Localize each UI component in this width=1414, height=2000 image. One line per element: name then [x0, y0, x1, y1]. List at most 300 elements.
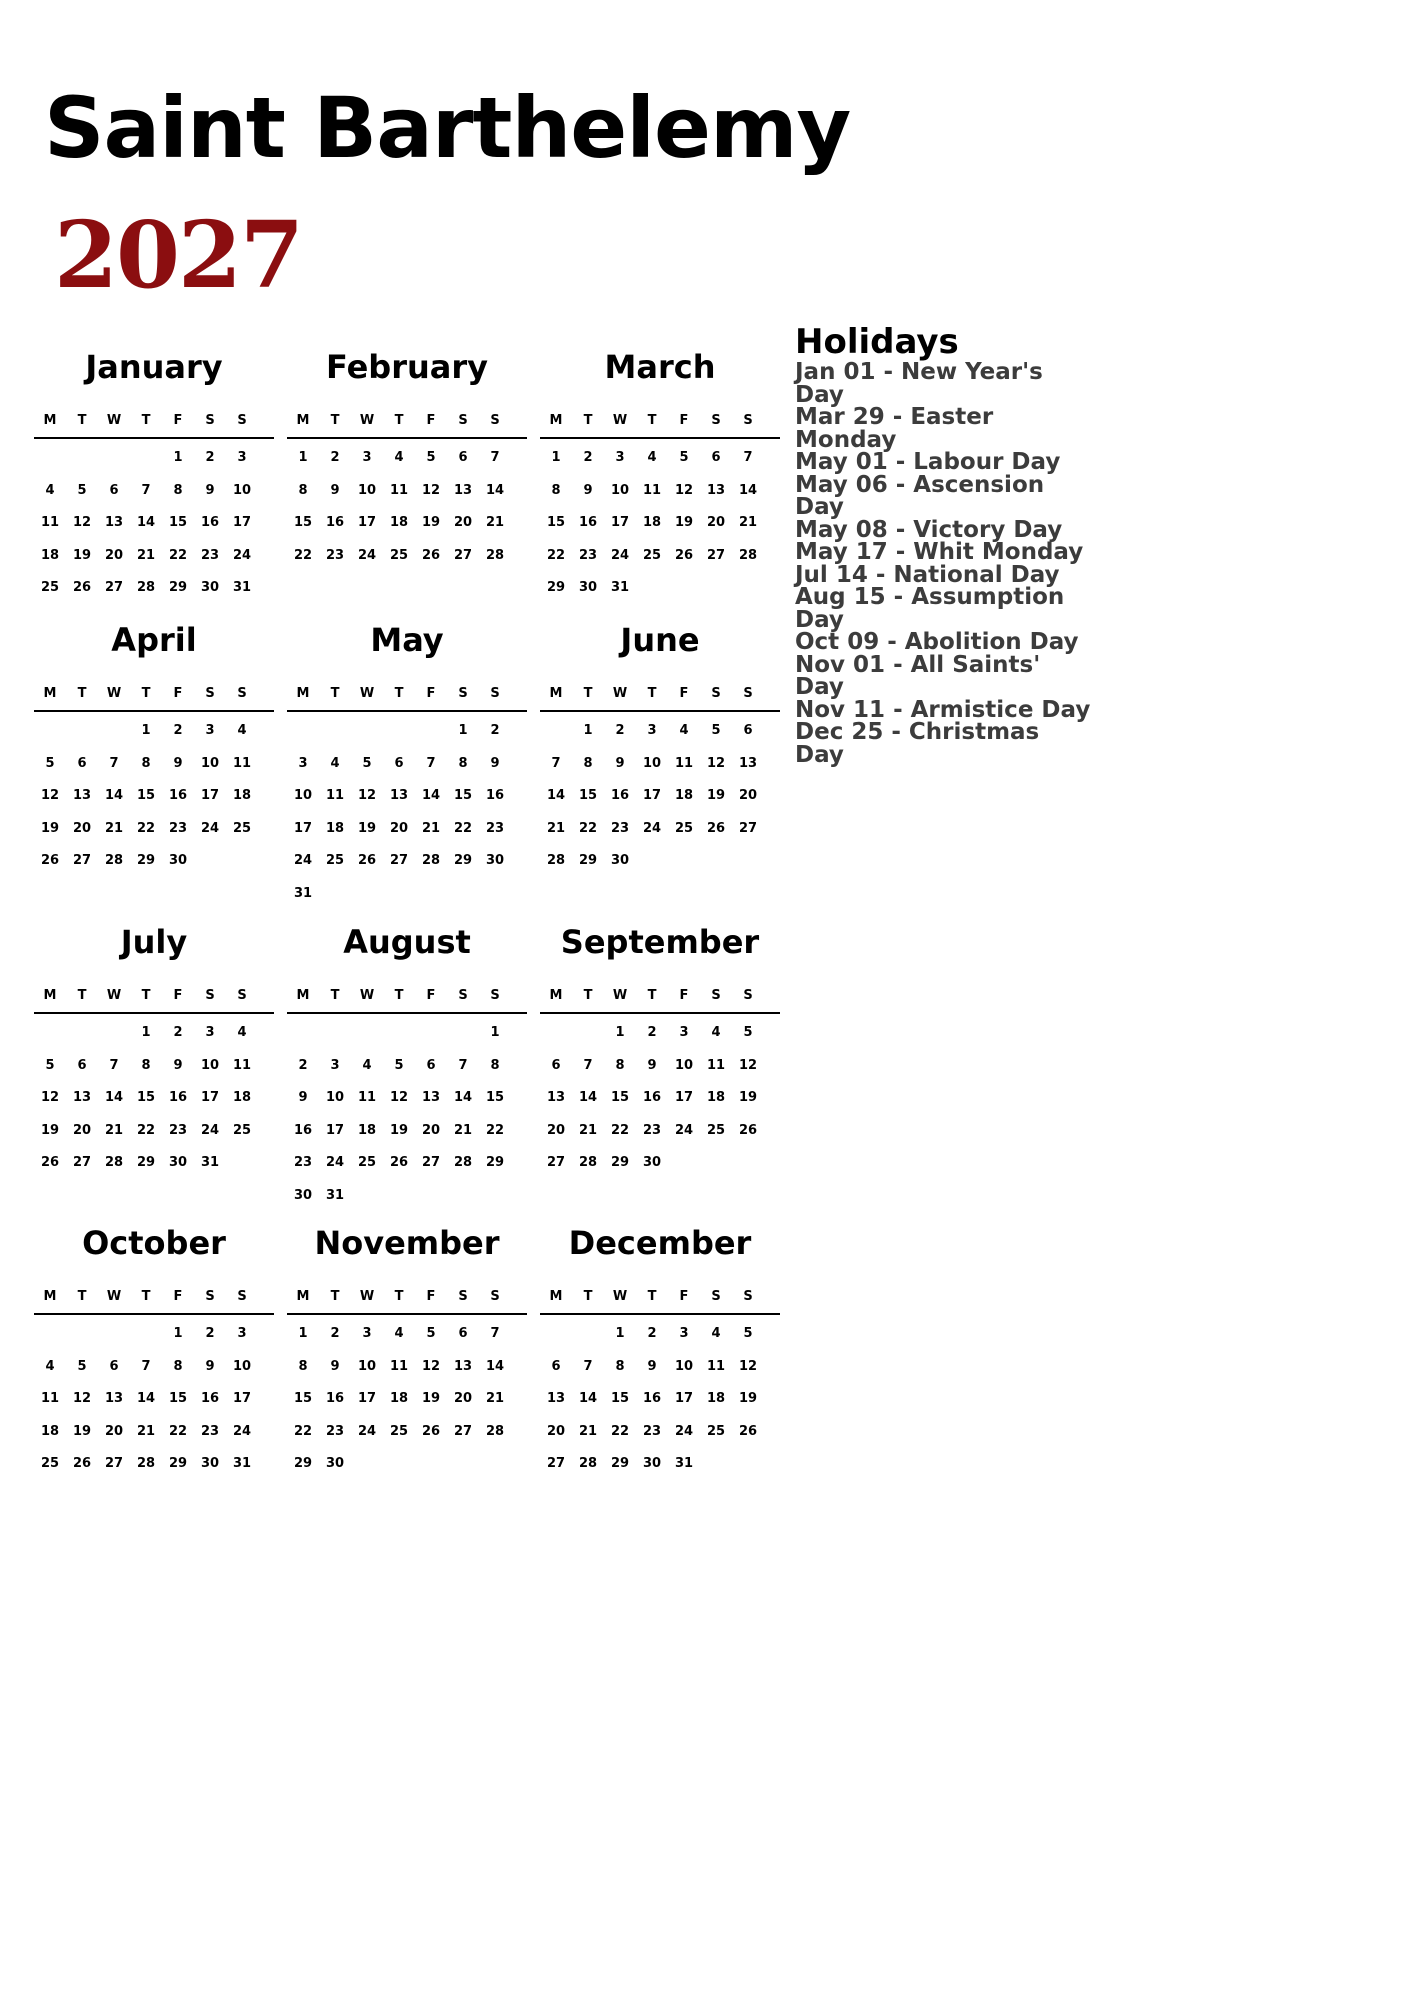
weekday-header	[540, 1286, 780, 1315]
day-cell: 5	[45, 1057, 55, 1073]
day-cell: 26	[738, 1423, 758, 1439]
weekday-label: M	[296, 685, 310, 701]
weekday-label: T	[330, 412, 340, 428]
day-cell: 23	[168, 1122, 188, 1138]
day-cell: 19	[738, 1090, 758, 1105]
day-cell: 19	[421, 1391, 441, 1406]
day-cell: 28	[578, 1155, 598, 1170]
day-cell: 16	[325, 515, 345, 530]
day-cell: 4	[45, 1358, 55, 1374]
day-cell: 16	[610, 788, 630, 803]
day-cell: 30	[325, 1456, 345, 1471]
day-cell: 30	[168, 1155, 188, 1170]
day-cell: 2	[647, 1326, 657, 1341]
weekday-label: S	[490, 987, 500, 1003]
day-cell: 9	[205, 482, 215, 498]
day-cell: 26	[389, 1155, 409, 1170]
day-cell: 5	[77, 482, 87, 498]
holiday-item: Dec 25 - Christmas Day	[795, 719, 1040, 768]
holiday-list	[795, 361, 1095, 766]
day-cell: 2	[330, 450, 340, 465]
day-cell: 9	[330, 482, 340, 498]
weekday-label: S	[237, 987, 247, 1003]
day-cell: 17	[232, 1391, 252, 1406]
day-cell: 24	[325, 1155, 345, 1170]
weekday-label: M	[549, 412, 563, 428]
day-cell: 3	[330, 1057, 340, 1073]
day-cell: 7	[583, 1057, 593, 1073]
day-cell: 11	[40, 1391, 60, 1406]
day-cell: 5	[394, 1057, 404, 1073]
day-cell: 7	[141, 482, 151, 498]
day-cell: 22	[610, 1423, 630, 1439]
month-dates	[287, 712, 527, 912]
day-cell: 21	[578, 1122, 598, 1138]
weekday-label: S	[458, 1288, 468, 1304]
month-name: April	[111, 621, 197, 659]
day-cell: 15	[578, 788, 598, 803]
day-cell: 31	[293, 885, 313, 901]
day-cell: 20	[453, 515, 473, 530]
weekday-label: T	[141, 412, 151, 428]
day-cell: 18	[389, 1391, 409, 1406]
weekday-label: F	[679, 987, 689, 1003]
day-cell: 28	[453, 1155, 473, 1170]
day-cell: 10	[200, 755, 220, 771]
day-cell: 10	[357, 482, 377, 498]
day-cell: 8	[298, 482, 308, 498]
day-cell: 14	[578, 1391, 598, 1406]
day-cell: 12	[738, 1057, 758, 1073]
weekday-label: S	[711, 1288, 721, 1304]
day-cell: 8	[141, 755, 151, 771]
weekday-label: T	[77, 1288, 87, 1304]
day-cell: 24	[200, 820, 220, 836]
day-cell: 24	[642, 820, 662, 836]
day-cell: 8	[298, 1358, 308, 1374]
weekday-label: S	[205, 987, 215, 1003]
day-cell: 8	[615, 1358, 625, 1374]
day-cell: 15	[610, 1391, 630, 1406]
day-cell: 14	[136, 515, 156, 530]
calendar-year: 2027	[54, 201, 303, 309]
day-cell: 15	[168, 1391, 188, 1406]
day-cell: 27	[546, 1456, 566, 1471]
month-name: September	[560, 923, 760, 961]
day-cell: 6	[109, 1358, 119, 1374]
weekday-label: T	[583, 412, 593, 428]
month-block	[34, 620, 274, 912]
day-cell: 9	[205, 1358, 215, 1374]
day-cell: 2	[583, 450, 593, 465]
day-cell: 6	[711, 450, 721, 465]
day-cell: 13	[421, 1090, 441, 1105]
day-cell: 30	[642, 1456, 662, 1471]
month-dates	[34, 1014, 274, 1214]
day-cell: 18	[642, 515, 662, 530]
weekday-label: T	[141, 1288, 151, 1304]
day-cell: 19	[72, 547, 92, 563]
weekday-label: M	[549, 1288, 563, 1304]
day-cell: 28	[104, 1155, 124, 1170]
day-cell: 1	[458, 723, 468, 738]
day-cell: 16	[325, 1391, 345, 1406]
day-cell: 9	[490, 755, 500, 771]
day-cell: 25	[40, 580, 60, 595]
weekday-label: S	[711, 685, 721, 701]
weekday-label: W	[106, 412, 122, 428]
day-cell: 19	[421, 515, 441, 530]
day-cell: 4	[711, 1025, 721, 1040]
day-cell: 19	[40, 820, 60, 836]
weekday-label: S	[711, 987, 721, 1003]
day-cell: 6	[109, 482, 119, 498]
weekday-header	[540, 410, 780, 439]
day-cell: 15	[168, 515, 188, 530]
day-cell: 30	[578, 580, 598, 595]
month-dates	[287, 1315, 527, 1515]
day-cell: 12	[706, 755, 726, 771]
day-cell: 18	[325, 820, 345, 836]
day-cell: 13	[546, 1391, 566, 1406]
month-block	[287, 620, 527, 912]
day-cell: 8	[141, 1057, 151, 1073]
day-cell: 2	[490, 723, 500, 738]
weekday-label: S	[237, 685, 247, 701]
day-cell: 7	[141, 1358, 151, 1374]
day-cell: 20	[738, 788, 758, 803]
day-cell: 28	[578, 1456, 598, 1471]
weekday-label: M	[43, 412, 57, 428]
day-cell: 29	[136, 853, 156, 868]
day-cell: 1	[173, 1326, 183, 1341]
weekday-label: M	[296, 1288, 310, 1304]
day-cell: 17	[325, 1122, 345, 1138]
month-dates	[540, 712, 780, 912]
weekday-label: M	[549, 987, 563, 1003]
holiday-item: Jan 01 - New Year's Day	[795, 359, 1043, 408]
weekday-label: W	[106, 685, 122, 701]
day-cell: 16	[200, 515, 220, 530]
day-cell: 17	[674, 1090, 694, 1105]
day-cell: 4	[362, 1057, 372, 1073]
day-cell: 18	[40, 547, 60, 563]
day-cell: 20	[104, 547, 124, 563]
day-cell: 31	[610, 580, 630, 595]
month-block	[34, 922, 274, 1214]
day-cell: 1	[141, 1025, 151, 1040]
weekday-label: S	[237, 1288, 247, 1304]
day-cell: 10	[674, 1057, 694, 1073]
weekday-header	[287, 1286, 527, 1315]
weekday-label: T	[77, 412, 87, 428]
day-cell: 23	[610, 820, 630, 836]
day-cell: 27	[453, 547, 473, 563]
weekday-label: F	[679, 412, 689, 428]
weekday-label: T	[583, 987, 593, 1003]
day-cell: 10	[674, 1358, 694, 1374]
day-cell: 24	[200, 1122, 220, 1138]
holiday-item: May 17 - Whit Monday	[795, 539, 1084, 565]
weekday-label: M	[549, 685, 563, 701]
day-cell: 27	[546, 1155, 566, 1170]
day-cell: 27	[104, 580, 124, 595]
day-cell: 31	[200, 1155, 220, 1170]
day-cell: 4	[647, 450, 657, 465]
weekday-header	[287, 683, 527, 712]
day-cell: 4	[394, 1326, 404, 1341]
day-cell: 23	[325, 547, 345, 563]
day-cell: 24	[232, 547, 252, 563]
weekday-label: W	[612, 412, 628, 428]
day-cell: 17	[293, 820, 313, 836]
day-cell: 29	[293, 1456, 313, 1471]
day-cell: 13	[706, 482, 726, 498]
day-cell: 25	[389, 547, 409, 563]
day-cell: 22	[485, 1122, 505, 1138]
day-cell: 14	[485, 1358, 505, 1374]
day-cell: 6	[551, 1358, 561, 1374]
day-cell: 21	[136, 547, 156, 563]
day-cell: 2	[647, 1025, 657, 1040]
day-cell: 2	[330, 1326, 340, 1341]
weekday-header	[287, 410, 527, 439]
day-cell: 5	[679, 450, 689, 465]
day-cell: 28	[485, 547, 505, 563]
weekday-label: M	[43, 685, 57, 701]
day-cell: 22	[136, 820, 156, 836]
day-cell: 2	[205, 1326, 215, 1341]
weekday-label: W	[359, 1288, 375, 1304]
day-cell: 17	[674, 1391, 694, 1406]
day-cell: 26	[357, 853, 377, 868]
month-block	[34, 1223, 274, 1515]
day-cell: 19	[72, 1423, 92, 1439]
month-name: October	[82, 1224, 226, 1262]
weekday-label: S	[237, 412, 247, 428]
day-cell: 2	[173, 723, 183, 738]
day-cell: 31	[325, 1187, 345, 1203]
day-cell: 5	[426, 450, 436, 465]
weekday-label: T	[330, 685, 340, 701]
day-cell: 30	[168, 853, 188, 868]
holiday-item: Oct 09 - Abolition Day	[795, 629, 1079, 655]
day-cell: 8	[490, 1057, 500, 1073]
day-cell: 13	[546, 1090, 566, 1105]
day-cell: 20	[389, 820, 409, 836]
month-name: February	[326, 348, 488, 386]
weekday-label: S	[458, 685, 468, 701]
day-cell: 12	[40, 1090, 60, 1105]
day-cell: 3	[679, 1326, 689, 1341]
weekday-label: T	[141, 987, 151, 1003]
day-cell: 19	[738, 1391, 758, 1406]
month-name: November	[314, 1224, 500, 1262]
day-cell: 26	[706, 820, 726, 836]
day-cell: 13	[738, 755, 758, 771]
day-cell: 23	[485, 820, 505, 836]
day-cell: 26	[421, 1423, 441, 1439]
month-block	[287, 922, 527, 1214]
day-cell: 31	[232, 580, 252, 595]
day-cell: 7	[583, 1358, 593, 1374]
day-cell: 5	[743, 1326, 753, 1341]
month-dates	[34, 1315, 274, 1515]
day-cell: 11	[40, 515, 60, 530]
day-cell: 11	[389, 482, 409, 498]
day-cell: 29	[546, 580, 566, 595]
day-cell: 7	[458, 1057, 468, 1073]
day-cell: 3	[205, 723, 215, 738]
day-cell: 29	[610, 1155, 630, 1170]
day-cell: 12	[738, 1358, 758, 1374]
day-cell: 22	[610, 1122, 630, 1138]
day-cell: 9	[615, 755, 625, 771]
day-cell: 11	[357, 1090, 377, 1105]
day-cell: 3	[679, 1025, 689, 1040]
weekday-label: T	[141, 685, 151, 701]
day-cell: 20	[104, 1423, 124, 1439]
day-cell: 10	[200, 1057, 220, 1073]
day-cell: 26	[72, 580, 92, 595]
day-cell: 16	[293, 1122, 313, 1138]
day-cell: 29	[485, 1155, 505, 1170]
day-cell: 8	[583, 755, 593, 771]
day-cell: 28	[136, 580, 156, 595]
weekday-label: T	[647, 1288, 657, 1304]
day-cell: 10	[325, 1090, 345, 1105]
day-cell: 24	[610, 547, 630, 563]
day-cell: 3	[615, 450, 625, 465]
day-cell: 12	[357, 788, 377, 803]
day-cell: 8	[173, 482, 183, 498]
day-cell: 19	[389, 1122, 409, 1138]
month-dates	[34, 712, 274, 912]
day-cell: 24	[674, 1122, 694, 1138]
weekday-label: F	[679, 1288, 689, 1304]
day-cell: 1	[490, 1025, 500, 1040]
day-cell: 30	[610, 853, 630, 868]
day-cell: 29	[610, 1456, 630, 1471]
day-cell: 6	[743, 723, 753, 738]
day-cell: 3	[362, 450, 372, 465]
day-cell: 8	[458, 755, 468, 771]
weekday-label: S	[458, 987, 468, 1003]
month-block	[34, 347, 274, 639]
day-cell: 5	[426, 1326, 436, 1341]
day-cell: 29	[168, 1456, 188, 1471]
day-cell: 3	[237, 1326, 247, 1341]
day-cell: 24	[293, 853, 313, 868]
day-cell: 10	[232, 1358, 252, 1374]
day-cell: 3	[237, 450, 247, 465]
day-cell: 19	[357, 820, 377, 836]
day-cell: 11	[232, 1057, 252, 1073]
weekday-label: W	[359, 412, 375, 428]
weekday-label: T	[394, 685, 404, 701]
day-cell: 21	[485, 515, 505, 530]
day-cell: 22	[293, 547, 313, 563]
weekday-label: T	[77, 685, 87, 701]
day-cell: 17	[642, 788, 662, 803]
day-cell: 11	[642, 482, 662, 498]
weekday-label: T	[77, 987, 87, 1003]
day-cell: 17	[200, 788, 220, 803]
day-cell: 4	[679, 723, 689, 738]
day-cell: 27	[706, 547, 726, 563]
day-cell: 24	[232, 1423, 252, 1439]
weekday-label: T	[394, 412, 404, 428]
day-cell: 21	[136, 1423, 156, 1439]
day-cell: 12	[421, 1358, 441, 1374]
day-cell: 1	[583, 723, 593, 738]
day-cell: 29	[136, 1155, 156, 1170]
day-cell: 2	[615, 723, 625, 738]
day-cell: 23	[642, 1423, 662, 1439]
day-cell: 4	[237, 723, 247, 738]
day-cell: 24	[357, 1423, 377, 1439]
day-cell: 22	[168, 547, 188, 563]
weekday-label: S	[490, 685, 500, 701]
weekday-label: W	[612, 987, 628, 1003]
day-cell: 1	[615, 1326, 625, 1341]
weekday-label: S	[743, 685, 753, 701]
day-cell: 9	[298, 1090, 308, 1105]
day-cell: 12	[674, 482, 694, 498]
day-cell: 15	[610, 1090, 630, 1105]
day-cell: 7	[109, 755, 119, 771]
day-cell: 3	[298, 755, 308, 771]
day-cell: 3	[362, 1326, 372, 1341]
day-cell: 30	[642, 1155, 662, 1170]
day-cell: 20	[453, 1391, 473, 1406]
holidays-heading: Holidays	[795, 322, 959, 362]
holiday-item: May 06 - Ascension Day	[795, 471, 1045, 520]
day-cell: 6	[394, 755, 404, 771]
day-cell: 16	[642, 1090, 662, 1105]
day-cell: 12	[72, 515, 92, 530]
day-cell: 3	[205, 1025, 215, 1040]
day-cell: 22	[168, 1423, 188, 1439]
day-cell: 30	[200, 580, 220, 595]
day-cell: 13	[72, 788, 92, 803]
day-cell: 9	[330, 1358, 340, 1374]
day-cell: 27	[738, 820, 758, 836]
day-cell: 1	[141, 723, 151, 738]
day-cell: 20	[72, 820, 92, 836]
day-cell: 19	[40, 1122, 60, 1138]
weekday-label: S	[205, 1288, 215, 1304]
day-cell: 16	[642, 1391, 662, 1406]
weekday-label: T	[330, 1288, 340, 1304]
day-cell: 22	[136, 1122, 156, 1138]
month-name: May	[370, 621, 444, 659]
holiday-item: Mar 29 - Easter Monday	[795, 404, 994, 453]
weekday-header	[287, 985, 527, 1014]
day-cell: 15	[136, 788, 156, 803]
day-cell: 27	[72, 853, 92, 868]
day-cell: 1	[615, 1025, 625, 1040]
day-cell: 14	[738, 482, 758, 498]
weekday-label: F	[173, 685, 183, 701]
weekday-header	[540, 985, 780, 1014]
day-cell: 7	[490, 450, 500, 465]
weekday-label: S	[490, 412, 500, 428]
weekday-label: M	[43, 987, 57, 1003]
day-cell: 20	[421, 1122, 441, 1138]
weekday-label: T	[394, 1288, 404, 1304]
weekday-label: F	[426, 685, 436, 701]
